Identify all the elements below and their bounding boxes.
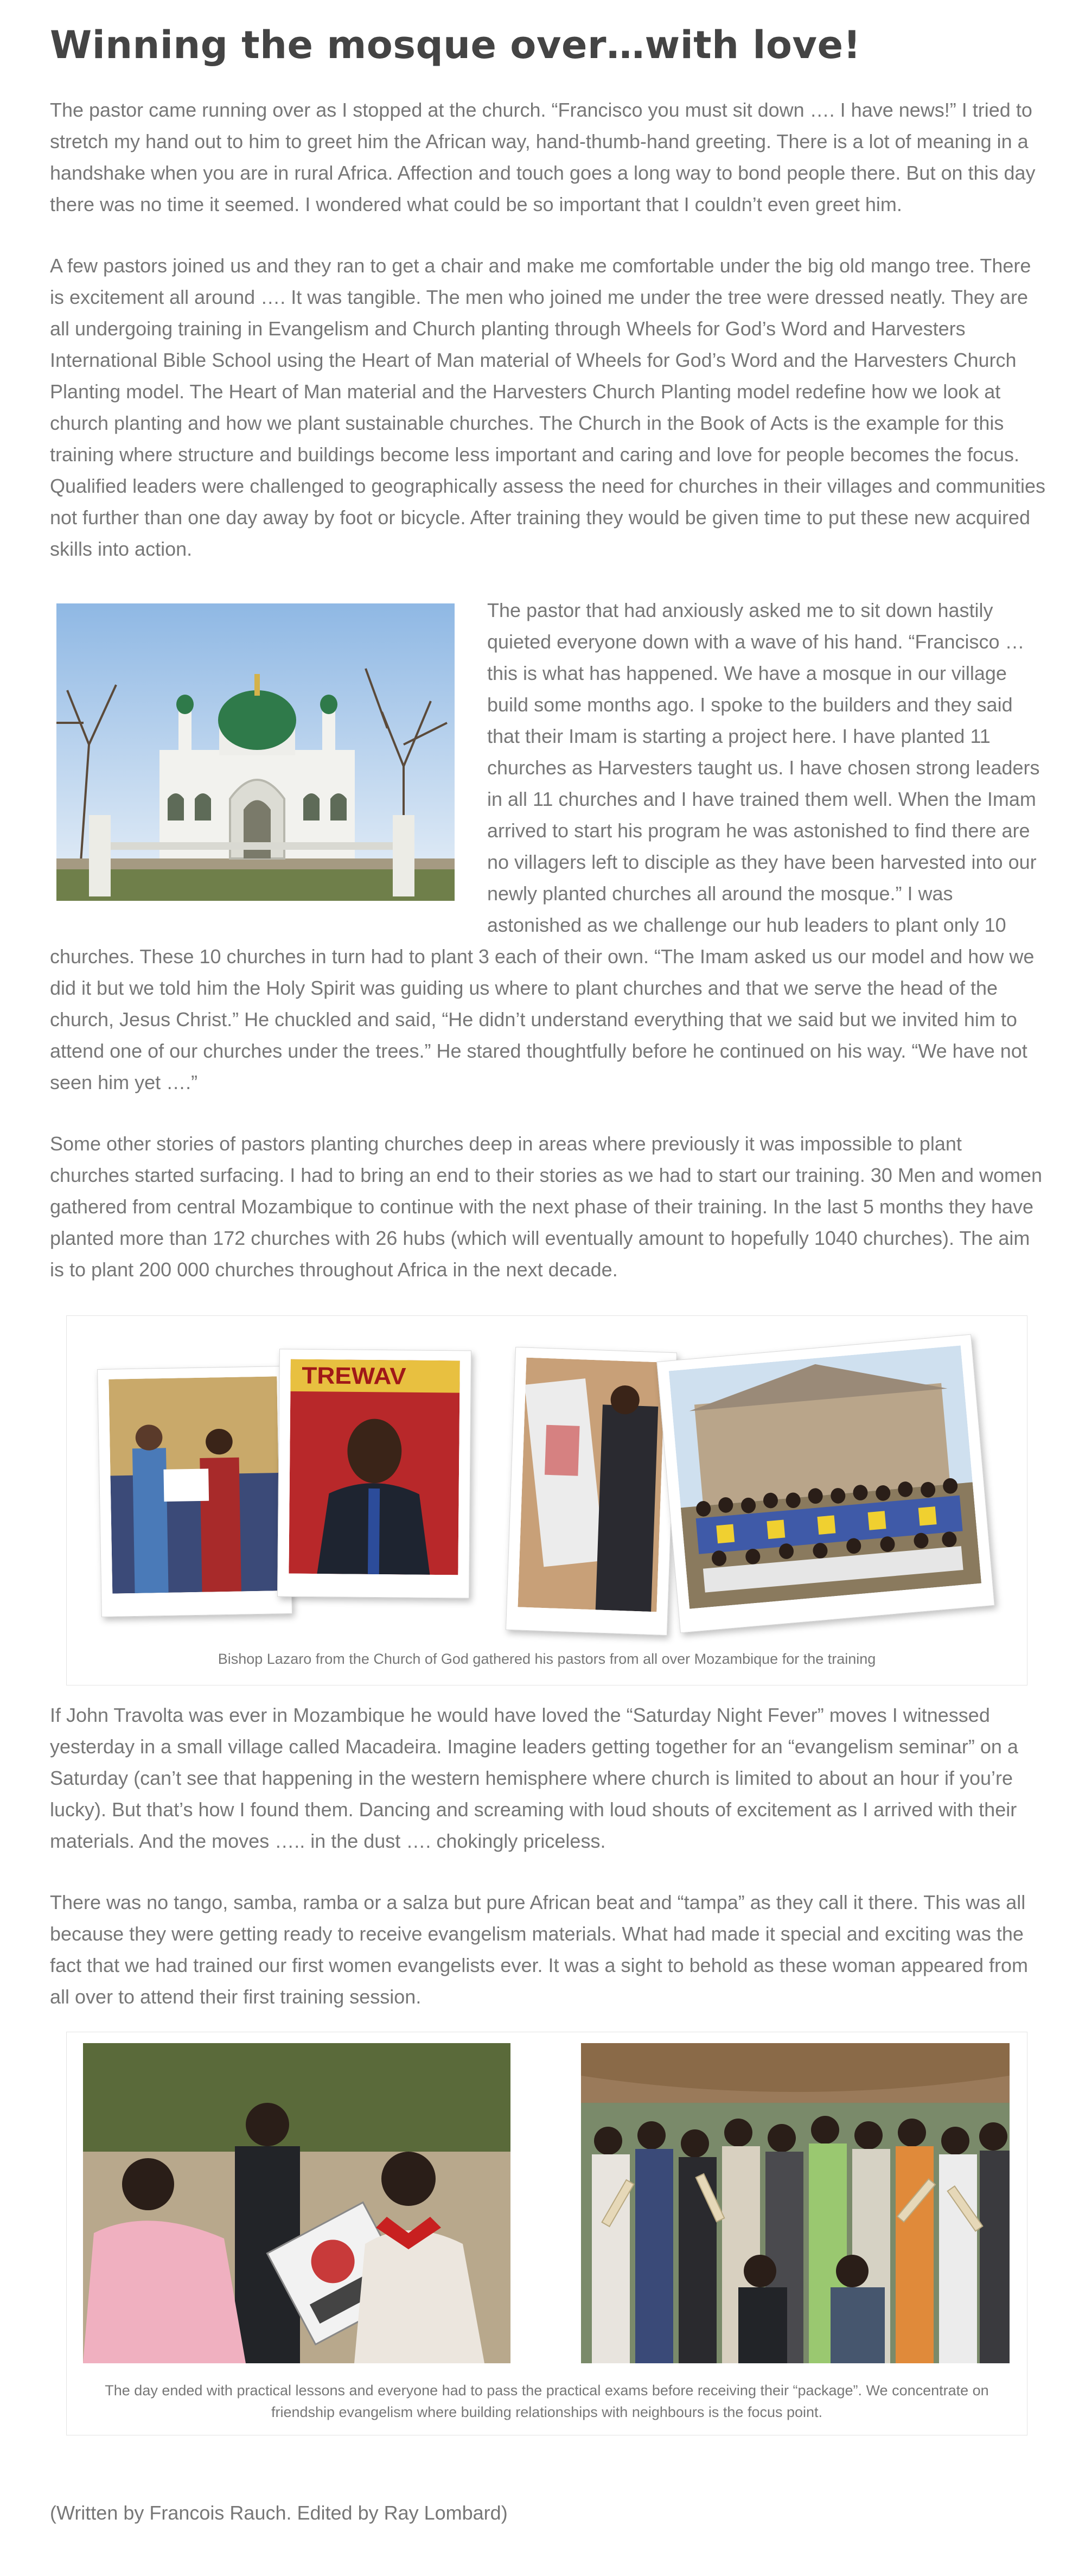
polaroid-group-photo	[656, 1334, 995, 1633]
evangelism-photos	[66, 2032, 1027, 2435]
author-credit: (Written by Francois Rauch. Edited by Ray Lombard)	[50, 2502, 508, 2524]
paragraph-5: If John Travolta was ever in Mozambique he would have loved the “Saturday Night Fever” moves I witnessed yesterday in a small village called Macadeira. Imagine leaders getting together for an “evangelism seminar” on a Saturday (can’t see that happening in the western hemisphere where church is limited to about an hour if you’re lucky). But that’s how I found them. Dancing and screaming with loud shouts of excitement as I arrived with their materials. And the moves ….. in the dust …. chokingly priceless.	[50, 1704, 1018, 1852]
training-photo-collage	[66, 1315, 1027, 1685]
page-title: Winning the mosque over…with love!	[50, 23, 861, 67]
paragraph-3: The pastor that had anxiously asked me to sit down hastily quieted everyone down with a wave of his hand. “Francisco … this is what has happened. We have a mosque in our village build some months ago. I spoke to the builders and they said that their Imam is starting a project here. I have planted 11 churches as Harvesters taught us. I have chosen strong leaders in all 11 churches and I have trained them well. When the Imam arrived to start his program he was astonished to find there are no villagers left to disciple as they have been harvested into our newly planted churches all around the mosque.” I was astonished as we challenge our hub leaders to plant only 10 churches. These 10 churches in turn had to plant 3 each of their own. “The Imam asked us our model and how we did it but we told him the Holy Spirit was guiding us where to plant churches and that we serve the head of the church, Jesus Christ.” He chuckled and said, “He didn’t understand everything that we said but we invited him to attend one of our churches under the trees.” He stared thoughtfully before he continued on his way. “We have not seen him yet ….”	[50, 599, 1040, 1093]
practical-lesson-photo	[83, 2043, 510, 2363]
paragraph-6: There was no tango, samba, ramba or a salza but pure African beat and “tampa” as they call it there. This was all because they were getting ready to receive evangelism materials. What had made it special and exciting was the fact that we had trained our first women evangelists ever. It was a sight to behold as these woman appeared from all over to attend their first training session.	[50, 1891, 1028, 2008]
paragraph-4: Some other stories of pastors planting churches deep in areas where previously it was impossible to plant churches started surfacing. I had to bring an end to their stories as we had to start our training. 30 Men and women gathered from central Mozambique to continue with the next phase of their training. In the last 5 months they have planted more than 172 churches with 26 hubs (which will eventually amount to hopefully 1040 churches). The aim is to plant 200 000 churches throughout Africa in the next decade.	[50, 1133, 1043, 1281]
polaroid-certificate-photo	[97, 1366, 292, 1617]
collage-caption: Bishop Lazaro from the Church of God gathered his pastors from all over Mozambique for the training	[218, 1651, 876, 1667]
graduates-group-photo	[581, 2043, 1010, 2363]
polaroid-bishop-photo	[277, 1349, 471, 1598]
polaroid-posters-photo	[506, 1347, 677, 1636]
mosque-photo	[56, 603, 455, 901]
article	[50, 23, 1046, 2527]
paragraph-2: A few pastors joined us and they ran to get a chair and make me comfortable under the big old mango tree. There is excitement all around …. It was tangible. The men who joined me under the tree were dressed neatly. They are all undergoing training in Evangelism and Church planting through Wheels for God’s Word and Harvesters International Bible School using the Heart of Man material of Wheels for God’s Word and the Harvesters Church Planting model. The Heart of Man material and the Harvesters Church Planting model redefine how we look at church planting and how we plant sustainable churches. The Church in the Book of Acts is the example for this training where structure and buildings become less important and caring and love for people becomes the focus. Qualified leaders were challenged to geographically assess the need for churches in their villages and communities not further than one day away by foot or bicycle. After training they would be given time to put these new acquired skills into action.	[50, 255, 1046, 560]
evangelism-caption: The day ended with practical lessons and everyone had to pass the practical exams before receiving their “package”. We concentrate on friendship evangelism where building relationships with neighbours is the focus point.	[105, 2382, 989, 2420]
banner-text: TREWAV	[302, 1363, 406, 1390]
paragraph-1: The pastor came running over as I stopped at the church. “Francisco you must sit down …. I have news!” I tried to stretch my hand out to him to greet him the African way, hand-thumb-hand greeting. There is a lot of meaning in a handshake when you are in rural Africa. Affection and touch goes a long way to bond people there. But on this day there was no time it seemed. I wondered what could be so important that I couldn’t even greet him.	[50, 99, 1036, 215]
